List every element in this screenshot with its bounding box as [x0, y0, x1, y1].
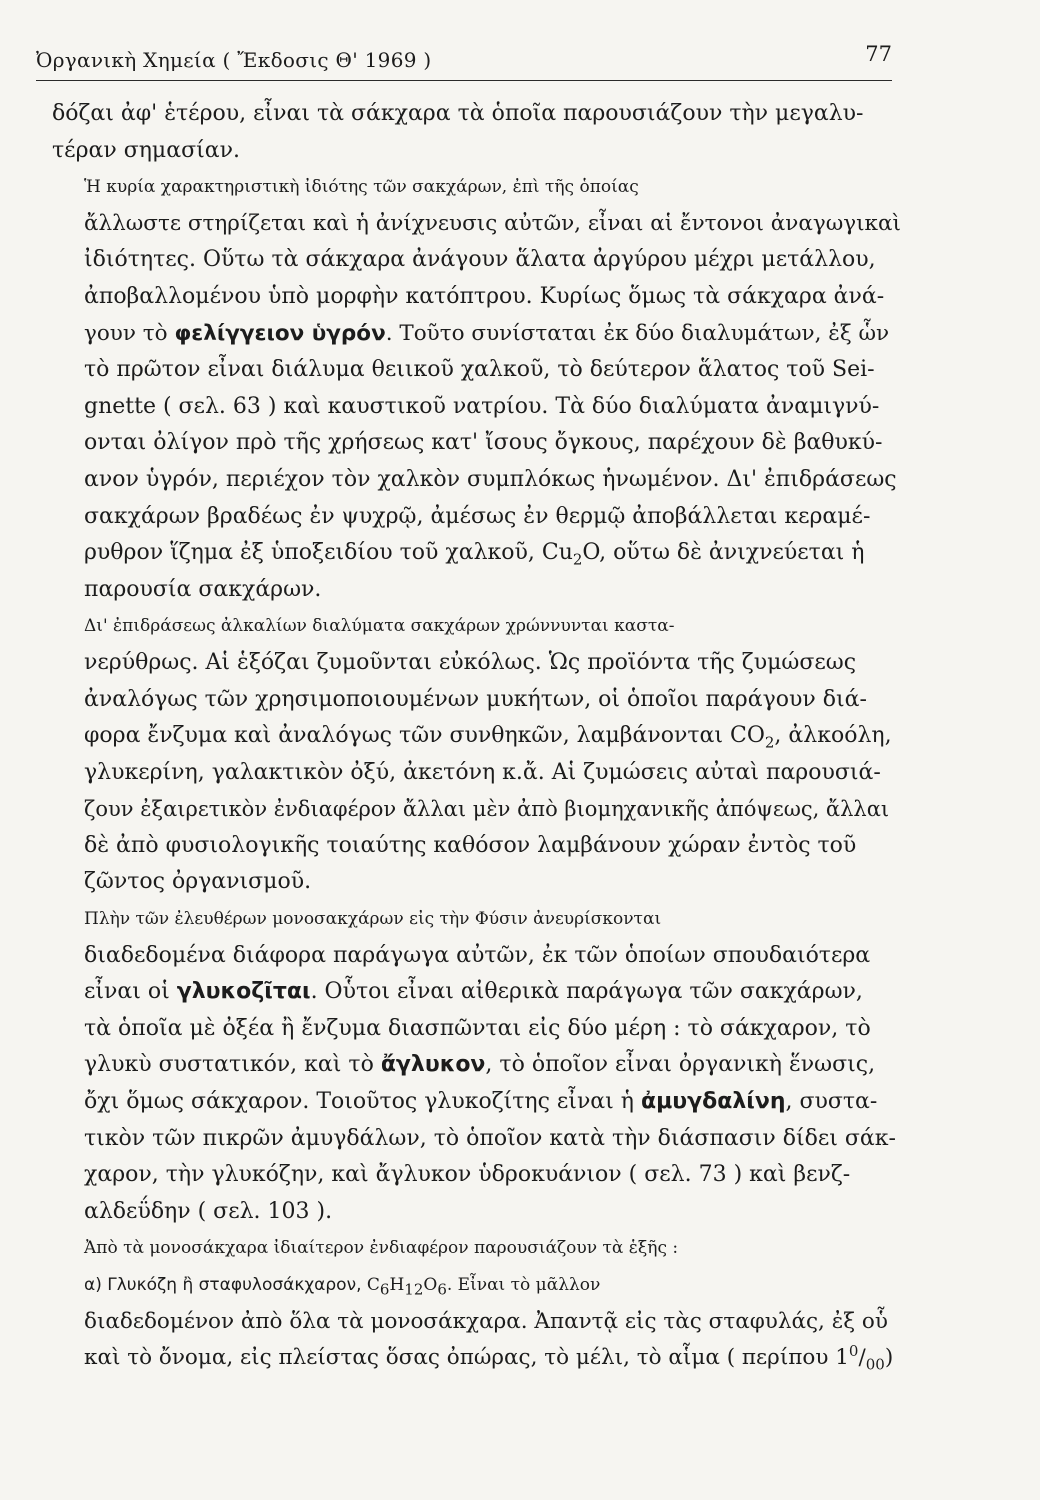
text-line — [52, 864, 904, 901]
text-run: ἄλλωστε στηρίζεται καὶ ἡ ἀνίχνευσις αὐτῶν, εἶναι αἱ ἔντονοι ἀναγωγικαὶ — [84, 210, 901, 236]
text-line — [52, 425, 904, 462]
text-line — [52, 316, 904, 353]
superscript: 0 — [848, 1342, 859, 1361]
text-line — [52, 535, 904, 572]
text-run: χαρον, τὴν γλυκόζην, καὶ ἄγλυκον ὑδροκυάνιον ( σελ. 73 ) καὶ βενζ- — [84, 1162, 851, 1188]
text-line — [52, 279, 904, 316]
text-run: παρουσία σακχάρων. — [84, 576, 322, 602]
paragraph — [52, 1230, 904, 1267]
text-line — [52, 1121, 904, 1158]
text-run: διαδεδομένον ἀπὸ ὅλα τὰ μονοσάκχαρα. Ἀπαντᾷ εἰς τὰς σταφυλάς, ἐξ οὗ — [84, 1308, 888, 1334]
text-run: διαδεδομένα διάφορα παράγωγα αὐτῶν, ἐκ τῶν ὁποίων σπουδαιότερα — [84, 942, 871, 968]
text-run: γλυκὺ συστατικόν, καὶ τὸ — [84, 1052, 381, 1078]
text-run: ρυθρον ἵζημα ἐξ ὑποξειδίου τοῦ χαλκοῦ, Cu — [84, 540, 573, 566]
text-line — [52, 901, 904, 938]
text-line — [52, 1304, 904, 1341]
text-line — [52, 974, 904, 1011]
text-run: C — [361, 1275, 380, 1295]
text-line — [52, 645, 904, 682]
text-run: ὄχι ὅμως σάκχαρον. Τοιοῦτος γλυκοζίτης εἶναι ἡ — [84, 1089, 641, 1115]
bold-term: γλυκοζῖται — [176, 979, 311, 1005]
text-run: δὲ ἀπὸ φυσιολογικῆς τοιαύτης καθόσον λαμβάνουν χώραν ἐντὸς τοῦ — [84, 832, 857, 858]
text-run: ζουν ἐξαιρετικὸν ἐνδιαφέρον ἄλλαι μὲν ἀπὸ βιομηχανικῆς ἀπόψεως, ἄλλαι — [84, 797, 890, 822]
bold-term: φελίγγειον ὑγρόν — [174, 320, 386, 346]
bold-term: ἄγλυκον — [380, 1052, 486, 1078]
text-line — [52, 608, 904, 645]
text-run: ανον ὑγρόν, περιέχον τὸν χαλκὸν συμπλόκως ἡνωμένον. Δι' ἐπιδράσεως — [84, 466, 897, 492]
paragraph — [52, 169, 904, 608]
paragraph — [52, 1267, 904, 1377]
bold-term: ἀμυγδαλίνη — [640, 1089, 786, 1115]
text-line — [52, 718, 904, 755]
text-run: δόζαι ἀφ' ἑτέρου, εἶναι τὰ σάκχαρα τὰ ὁποῖα παρουσιάζουν τὴν μεγαλυ- — [52, 101, 864, 126]
text-run: νερύθρως. Αἱ ἑξόζαι ζυμοῦνται εὐκόλως. Ὡς προϊόντα τῆς ζυμώσεως — [84, 649, 857, 675]
subscript: 2 — [764, 733, 775, 752]
text-run: ) — [884, 1345, 894, 1371]
paragraph — [52, 901, 904, 1230]
page-number: 77 — [865, 42, 892, 66]
subscript: 2 — [572, 550, 583, 569]
text-line — [52, 755, 904, 792]
text-run: τικὸν τῶν πικρῶν ἀμυγδάλων, τὸ ὁποῖον κατὰ τὴν διάσπασιν δίδει σάκ- — [84, 1125, 896, 1151]
text-run: . Τοῦτο συνίσταται ἐκ δύο διαλυμάτων, ἐξ ὧν — [385, 320, 890, 346]
text-line — [52, 1194, 904, 1231]
text-run: , συστα- — [785, 1089, 878, 1115]
text-line — [52, 572, 904, 609]
text-run: γουν τὸ — [84, 320, 175, 346]
text-run: γλυκερίνη, γαλακτικὸν ὀξύ, ἀκετόνη κ.ἄ. Αἱ ζυμώσεις αὐταὶ παρουσιά- — [84, 759, 881, 785]
text-run: ἀναλόγως τῶν χρησιμοποιουμένων μυκήτων, οἱ ὁποῖοι παράγουν διά- — [84, 686, 867, 712]
paragraph — [52, 96, 904, 169]
text-run: καὶ τὸ ὄνομα, εἰς πλείστας ὅσας ὀπώρας, τὸ μέλι, τὸ αἷμα ( περίπου 1 — [84, 1345, 849, 1371]
text-run: φορα ἔνζυμα καὶ ἀναλόγως τῶν συνθηκῶν, λαμβάνονται CO — [84, 723, 765, 749]
running-header — [36, 40, 892, 81]
text-run: gnette ( σελ. 63 ) καὶ καυστικοῦ νατρίου. Τὰ δύο διαλύματα ἀναμιγνύ- — [84, 393, 880, 419]
text-run: α) Γλυκόζη ἢ σταφυλοσάκχαρον, — [84, 1275, 362, 1295]
text-line — [52, 169, 904, 206]
text-run: , ἀλκοόλη, — [774, 723, 892, 749]
text-line — [52, 242, 904, 279]
text-run: Πλὴν τῶν ἐλευθέρων μονοσακχάρων εἰς τὴν Φύσιν ἀνευρίσκονται — [84, 909, 662, 930]
running-title: Ὀργανικὴ Χημεία ( Ἔκδοσις Θ' 1969 ) — [36, 48, 432, 72]
text-run: τέραν σημασίαν. — [52, 137, 240, 163]
text-run: αλδεΰδην ( σελ. 103 ). — [84, 1198, 333, 1224]
text-line — [52, 791, 904, 828]
text-line — [52, 352, 904, 389]
text-line — [52, 1267, 904, 1304]
text-run: H — [389, 1275, 405, 1295]
text-run: . Οὗτοι εἶναι αἰθερικὰ παράγωγα τῶν σακχάρων, — [310, 979, 863, 1005]
text-line — [52, 1230, 904, 1267]
text-line — [52, 499, 904, 536]
text-line — [52, 1340, 904, 1377]
text-line — [52, 1157, 904, 1194]
subscript: 00 — [865, 1355, 885, 1374]
text-line — [52, 682, 904, 719]
text-line — [52, 1047, 904, 1084]
subscript: 6 — [379, 1280, 390, 1299]
text-line — [52, 462, 904, 499]
paragraph — [52, 608, 904, 901]
text-run: σακχάρων βραδέως ἐν ψυχρῷ, ἀμέσως ἐν θερμῷ ἀποβάλλεται κεραμέ- — [84, 503, 871, 529]
body-text — [52, 96, 904, 1377]
text-run: O, οὕτω δὲ ἀνιχνεύεται ἡ — [582, 540, 865, 566]
subscript: 6 — [437, 1280, 447, 1299]
text-run: , τὸ ὁποῖον εἶναι ὀργανικὴ ἕνωσις, — [485, 1052, 876, 1078]
text-run: Ἡ κυρία χαρακτηριστικὴ ἰδιότης τῶν σακχάρων, ἐπὶ τῆς ὁποίας — [84, 177, 639, 198]
text-line — [52, 206, 904, 243]
text-run: . Εἶναι τὸ μᾶλλον — [446, 1275, 601, 1295]
text-run: ἰδιότητες. Οὕτω τὰ σάκχαρα ἀνάγουν ἅλατα ἀργύρου μέχρι μετάλλου, — [84, 247, 876, 273]
text-line — [52, 389, 904, 426]
text-line — [52, 828, 904, 865]
text-line — [52, 96, 904, 133]
subscript: 12 — [404, 1280, 424, 1299]
text-run: ἀποβαλλομένου ὑπὸ μορφὴν κατόπτρου. Κυρίως ὅμως τὰ σάκχαρα ἀνά- — [84, 283, 885, 309]
text-run: Δι' ἐπιδράσεως ἀλκαλίων διαλύματα σακχάρων χρώννυνται καστα- — [84, 616, 675, 637]
text-line — [52, 1084, 904, 1121]
text-run: ζῶντος ὀργανισμοῦ. — [84, 869, 312, 895]
text-run: τὰ ὁποῖα μὲ ὀξέα ἢ ἔνζυμα διασπῶνται εἰς δύο μέρη : τὸ σάκχαρον, τὸ — [84, 1015, 871, 1041]
text-run: / — [858, 1345, 866, 1371]
text-run: O — [423, 1275, 438, 1295]
text-run: Ἀπὸ τὰ μονοσάκχαρα ἰδιαίτερον ἐνδιαφέρον παρουσιάζουν τὰ ἑξῆς : — [84, 1238, 679, 1259]
text-run: εἶναι οἱ — [84, 979, 177, 1005]
text-line — [52, 1011, 904, 1048]
text-run: τὸ πρῶτον εἶναι διάλυμα θειικοῦ χαλκοῦ, τὸ δεύτερον ἅλατος τοῦ Sei- — [84, 357, 875, 383]
text-line — [52, 133, 904, 170]
text-line — [52, 938, 904, 975]
text-run: ονται ὀλίγον πρὸ τῆς χρήσεως κατ' ἴσους ὄγκους, παρέχουν δὲ βαθυκύ- — [84, 430, 883, 456]
